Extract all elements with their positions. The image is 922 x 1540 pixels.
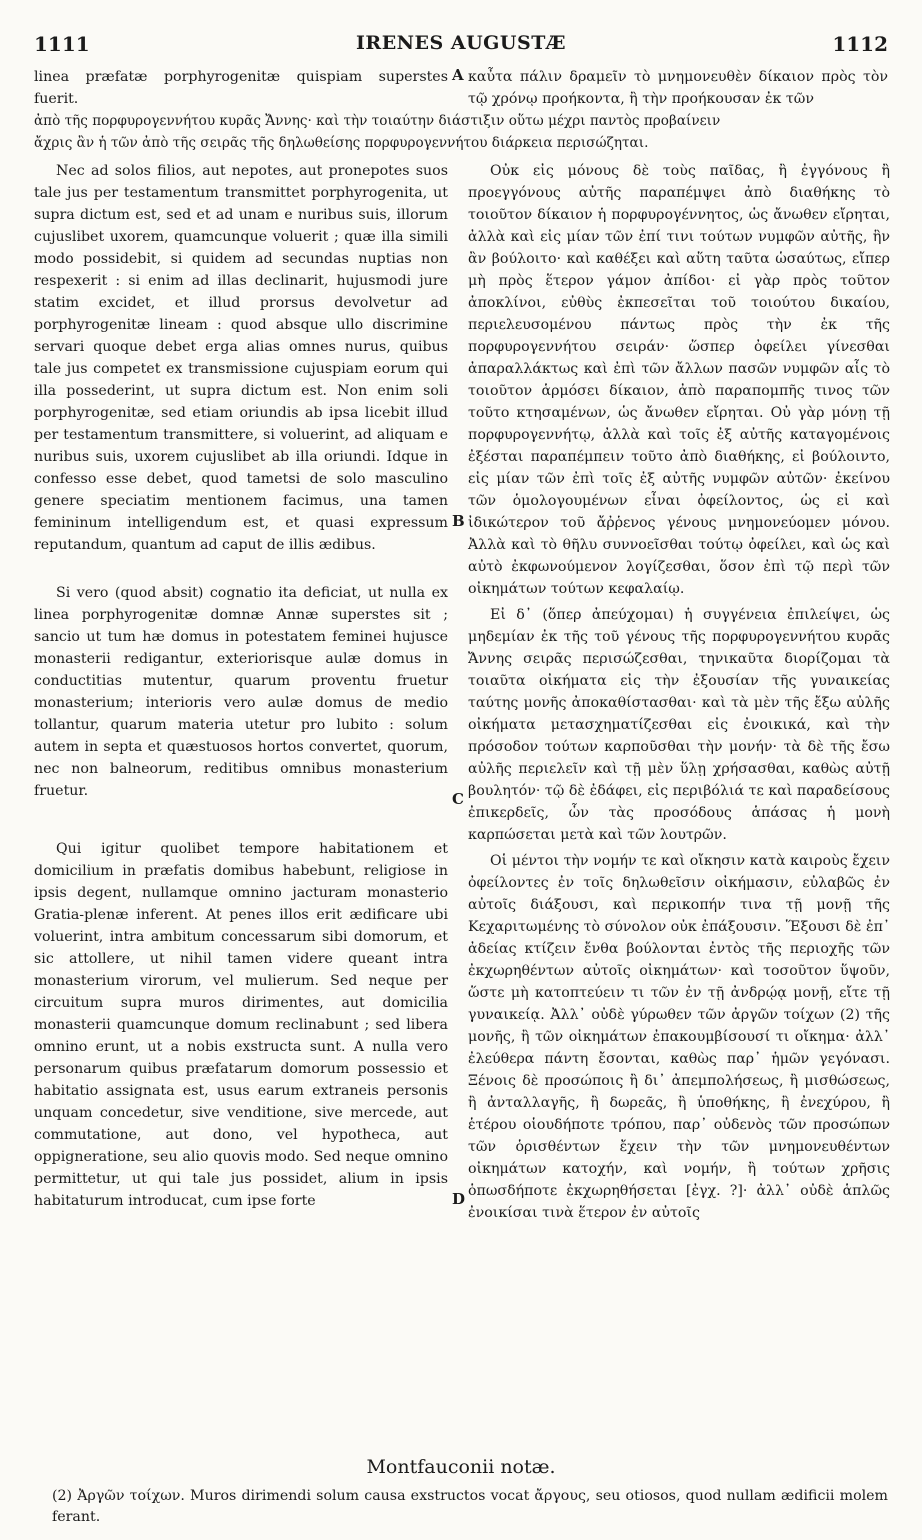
- page-number-left: 1111: [34, 32, 90, 56]
- latin-paragraph: Si vero (quod absit) cognatio ita deficiat, ut nulla ex linea porphyrogenitæ domnæ Annæ superstes sit ; sancio ut tum hæ domus in potestatem feminei hujusce monasterii redigantur, exteriorisque aulæ domus in conductitias mutentur, quarum proventu fruetur monasterium; interioris vero aulæ domus de medio tollantur, quarum materia utetur pro lubito : solum autem in septa et quæstuosos hortos convertet, quorum, nec non balneorum, reditibus omnibus monasterium fruetur.: [34, 585, 448, 799]
- latin-column: [34, 160, 448, 1212]
- section-marker-c: C: [452, 790, 464, 808]
- running-head: IRENES AUGUSTÆ: [356, 32, 566, 54]
- greek-fullwidth-line-1: ἀπὸ τῆς πορφυρογεννήτου κυρᾶς Ἄννης· καὶ τὴν τοιαύτην διάστιξιν οὕτω μέχρι παντὸς προβαίνειν: [34, 113, 721, 129]
- greek-continuation: καὖτα πάλιν δραμεῖν τὸ μνημονευθὲν δίκαιον πρὸς τὸν τῷ χρόνῳ προήκοντα, ἢ τὴν προήκουσαν ἐκ τῶν: [468, 69, 888, 107]
- latin-paragraph: Nec ad solos filios, aut nepotes, aut pronepotes suos tale jus per testamentum transmittet porphyrogenita, ut supra dictum est, sed et ad unam e nuribus suis, illorum cujuslibet uxorem, quamcunque voluerit ; quæ illa simili modo possidebit, si quidem ad secundas nuptias non respexerit : si enim ad illas declinarit, hujusmodi jure statim excidet, et illud prorsus devolvetur ad porphyrogenitæ lineam : quod absque ullo discrimine servari quoque debet erga alias omnes nurus, quibus tale jus competet ex transmissione cujuspiam eorum qui illa possederint, ut supra dictum est. Non enim soli porphyrogenitæ, sed etiam oriundis ab ipsa licebit illud per testamentum transmittere, si voluerint, ad aliquam e nuribus suis, uxorem cujuslibet ab illa oriundi. Idque in confesso esse debet, quod tametsi de solo masculino genere speciatim mentionem facimus, una tamen femininum intelligendum est, et quasi expressum reputandum, quantum ad caput de illis ædibus.: [34, 163, 448, 553]
- greek-paragraph: Οὐκ εἰς μόνους δὲ τοὺς παῖδας, ἢ ἐγγόνους ἢ προεγγόνους αὐτῆς παραπέμψει ἀπὸ διαθήκης τὸ τοιοῦτον δίκαιον ἡ πορφυρογέννητος, ὡς ἄνωθεν εἴρηται, ἀλλὰ καὶ εἰς μίαν τῶν ἐπί τινι τούτων νυμφῶν αὐτῆς, ἣν ἂν βούλοιτο· καὶ καθέξει καὶ αὕτη ταῦτα ὡσαύτως, εἴπερ μὴ πρὸς ἕτερον γάμον ἀπίδοι· εἰ γὰρ πρὸς τοῦτον ἀποκλίνοι, εὐθὺς ἐκπεσεῖται τοῦ τοιούτου δικαίου, περιελευσομένου πάντως πρὸς τὴν ἐκ τῆς πορφυρογεννήτου σειράν· ὥσπερ ὀφείλει γίνεσθαι ἀπαραλλάκτως καὶ ἐπὶ τῶν ἄλλων πασῶν νυμφῶν αἷς τὸ τοιοῦτον ἁρμόσει δίκαιον, ἀπὸ παραπομπῆς τινος τῶν τοῦτο κτησαμένων, ὡς ἄνωθεν εἴρηται. Οὐ γὰρ μόνῃ τῇ πορφυρογεννήτῳ, ἀλλὰ καὶ τοῖς ἐξ αὐτῆς καταγομένοις ἐξέσται παραπέμπειν τοῦτο ἀπὸ διαθήκης, εἰ βούλοιντο, εἰς μίαν τῶν ἐπὶ τοῖς ἐξ αὐτῆς νυμφῶν αὐτῶν· ἐκείνου τῶν ὁμολογουμένων εἶναι ὀφείλοντος, ὡς εἰ καὶ ἰδικώτερον τοῦ ἄῤῥενος γένους μνημονεύομεν μόνου. Ἀλλὰ καὶ τὸ θῆλυ συννοεῖσθαι τούτῳ ὀφείλει, καὶ ὡς καὶ αὐτὸ ἐκφωνούμενον λογίζεσθαι, ὅσον ἐπὶ τῷ περὶ τῶν οἰκημάτων τούτων κεφαλαίῳ.: [468, 163, 890, 597]
- notes-title: Montfauconii notæ.: [366, 1456, 556, 1478]
- latin-paragraph: Qui igitur quolibet tempore habitationem et domicilium in præfatis domibus habebunt, religiose in ipsis degent, nullamque omnino jacturam monasterio Gratia-plenæ inferent. At penes illos erit ædificare ubi voluerint, intra ambitum concessarum sibi domorum, et sic attollere, ut nihil tamen videre queant intra monasterium virorum, vel mulierum. Sed neque per circuitum supra muros dirimentes, aut domicilia monasterii quamcunque domum reclinabunt ; sed libera omnino erunt, ut a nobis exstructa sunt. A nulla vero personarum quibus præfatarum domorum possessio et habitatio assignata est, usus earum extraneis personis unquam concedetur, sive venditione, sive mercede, aut commutatione, aut dono, vel hypotheca, aut oppigneratione, seu alio quovis modo. Sed neque omnino permittetur, ut qui tale jus possidet, alium in ipsis habitaturum introducat, cum ipse forte: [34, 841, 448, 1209]
- greek-paragraph: Οἱ μέντοι τὴν νομήν τε καὶ οἴκησιν κατὰ καιροὺς ἔχειν ὀφείλοντες ἐν τοῖς δηλωθεῖσιν οἰκήμασιν, εὐλαβῶς ἐν αὐτοῖς διάξουσι, καὶ περικοπήν τινα τῇ μονῇ τῆς Κεχαριτωμένης τὸ σύνολον οὐκ ἐπάξουσιν. Ἕξουσι δὲ ἐπ᾽ ἀδείας κτίζειν ἔνθα βούλονται ἐντὸς τῆς περιοχῆς τῶν ἐκχωρηθέντων αὐτοῖς οἰκημάτων· καὶ τοσοῦτον ὕψοῦν, ὥστε μὴ κατοπτεύειν τι τῶν ἐν τῇ ἀνδρῴᾳ μονῇ, εἴτε τῇ γυναικείᾳ. Ἀλλ᾽ οὐδὲ γύρωθεν τῶν ἀργῶν τοίχων (2) τῆς μονῆς, ἢ τῶν οἰκημάτων ἐπακουμβίσουσί τι οἴκημα· ἀλλ᾽ ἐλεύθερα πάντη ἔσονται, καθὼς παρ᾽ ἡμῶν γεγόνασι. Ξένοις δὲ προσώποις ἢ δι᾽ ἀπεμπολήσεως, ἢ μισθώσεως, ἢ ἀνταλλαγῆς, ἢ δωρεᾶς, ἢ ὑποθήκης, ἢ ἐνεχύρου, ἢ ἑτέρου οἱουδήποτε τρόπου, παρ᾽ οὐδενὸς τῶν προσώπων τῶν ὁρισθέντων ἔχειν τὴν τῶν μνημονευθέντων οἰκημάτων κατοχήν, καὶ νομήν, ἢ τούτων χρῆσις ὁπωσδήποτε ἐκχωρηθήσεται [ἐγχ. ?]· ἀλλ᾽ οὐδὲ ἁπλῶς ἐνοικίσαι τινὰ ἕτερον ἐν αὐτοῖς: [468, 853, 890, 1221]
- section-marker-b: B: [452, 512, 465, 530]
- footnote: (2) Ἀργῶν τοίχων. Muros dirimendi solum causa exstructos vocat ἄργους, seu otiosos, quod nullam ædificii molem ferant.: [52, 1488, 888, 1525]
- section-marker-a: A: [452, 66, 464, 84]
- page-number-right: 1112: [832, 32, 888, 56]
- latin-continuation: linea præfatæ porphyrogenitæ quispiam superstes fuerit.: [34, 69, 448, 107]
- section-marker-d: D: [452, 1190, 466, 1208]
- page-header: [34, 32, 888, 60]
- greek-paragraph: Εἰ δ᾽ (ὅπερ ἀπεύχομαι) ἡ συγγένεια ἐπιλείψει, ὡς μηδεμίαν ἐκ τῆς τοῦ γένους τῆς πορφυρογεννήτου κυρᾶς Ἄννης σειρᾶς περισώζεσθαι, τηνικαῦτα διορίζομαι τὰ τοιαῦτα οἰκήματα εἰς τὴν ἐξουσίαν τῆς γυναικείας ταύτης μονῆς ἀποκαθίστασθαι· καὶ τὰ μὲν τῆς ἔξω αὐλῆς οἰκήματα μετασχηματίζεσθαι εἰς ἐνοικικά, καὶ τὴν πρόσοδον τούτων καρποῦσθαι τὴν μονήν· τὰ δὲ τῆς ἔσω αὐλῆς περιελεῖν καὶ τῇ μὲν ὕλῃ χρήσασθαι, καθὼς αὐτῇ βουλητόν· τῷ δὲ ἐδάφει, εἰς περιβόλιά τε καὶ παραδείσους ἐπικερδεῖς, ὧν τὰς προσόδους ἁπάσας ἡ μονὴ καρπώσεται μετὰ καὶ τῶν λουτρῶν.: [468, 607, 890, 843]
- greek-fullwidth-line-2: ἄχρις ἂν ἡ τῶν ἀπὸ τῆς σειρᾶς τῆς δηλωθείσης πορφυρογεννήτου διάρκεια περισώζηται.: [34, 135, 649, 151]
- greek-column: [468, 160, 890, 1224]
